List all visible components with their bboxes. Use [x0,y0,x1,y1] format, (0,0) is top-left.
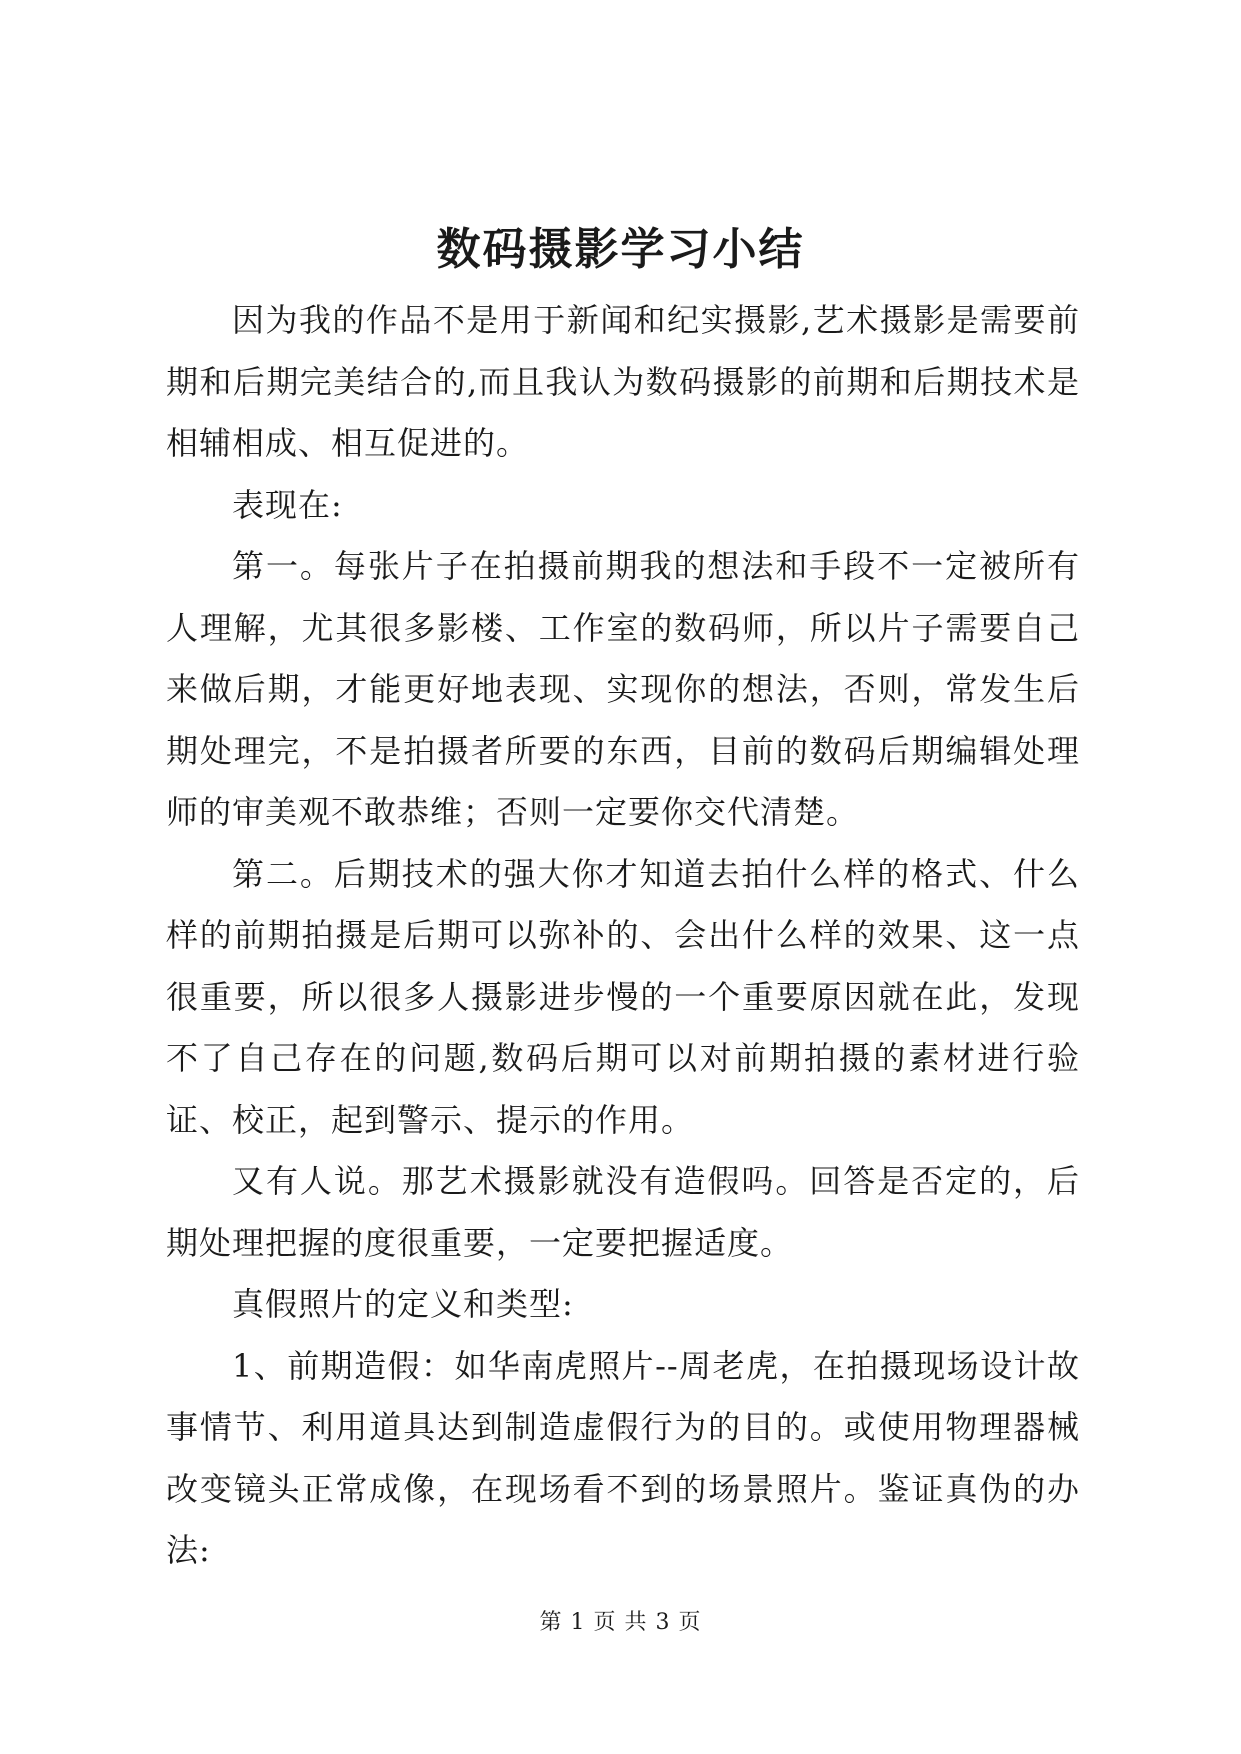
document-title: 数码摄影学习小结 [436,224,805,275]
page-number-footer: 第 1 页 共 3 页 [539,1610,702,1635]
paragraph-point-one: 第一。每张片子在拍摄前期我的想法和手段不一定被所有人理解，尤其很多影楼、工作室的数码师，所以片子需要自己来做后期，才能更好地表现、实现你的想法，否则，常发生后期处理完，不是拍摄者所要的东西，目前的数码后期编辑处理师的审美观不敢恭维；否则一定要你交代清楚。 [166,547,1080,831]
document-body [166,290,1080,1582]
paragraph-fakery-question: 又有人说。那艺术摄影就没有造假吗。回答是否定的，后期处理把握的度很重要，一定要把握适度。 [166,1162,1080,1262]
paragraph-definition-heading: 真假照片的定义和类型: [232,1285,574,1323]
paragraph-manifest-heading: 表现在: [232,485,343,524]
paragraph-intro: 因为我的作品不是用于新闻和纪实摄影,艺术摄影是需要前期和后期完美结合的,而且我认为数码摄影的前期和后期技术是相辅相成、相互促进的。 [166,301,1080,462]
paragraph-item-one: 1、前期造假：如华南虎照片--周老虎，在拍摄现场设计故事情节、利用道具达到制造虚假行为的目的。或使用物理器械改变镜头正常成像，在现场看不到的场景照片。鉴证真伪的办法: [166,1346,1080,1569]
paragraph-point-two: 第二。后期技术的强大你才知道去拍什么样的格式、什么样的前期拍摄是后期可以弥补的、会出什么样的效果、这一点很重要，所以很多人摄影进步慢的一个重要原因就在此，发现不了自己存在的问题,数码后期可以对前期拍摄的素材进行验证、校正，起到警示、提示的作用。 [166,854,1080,1139]
